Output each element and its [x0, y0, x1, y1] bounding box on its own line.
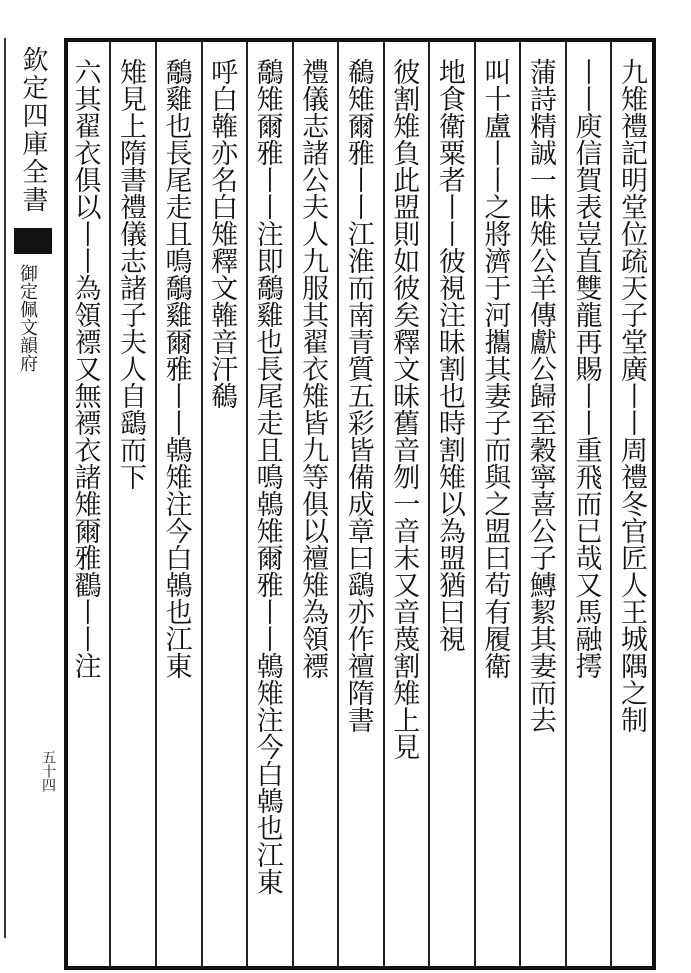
text-column: 鷮雉爾雅丨丨注即鷮雞也長尾走且鳴鵫雉爾雅丨丨鵫雉注今白鵫也江東: [246, 42, 292, 966]
text-column: 蒲詩精誠一昧雉公羊傳獻公歸至穀寧喜公子鱄絜其妻而去: [519, 42, 565, 966]
margin-column: [14, 46, 52, 372]
text-column: 丨丨庾信賀表豈直雙龍再賜丨丨重飛而已哉又馬融摴: [565, 42, 611, 966]
text-column: 鵗雉爾雅丨丨江淮而南青質五彩皆備成章曰鷂亦作䄠隋書: [337, 42, 383, 966]
text-column: 雉見上隋書禮儀志諸子夫人自鷂而下: [109, 42, 155, 966]
text-column: 地食衛粟者丨丨彼視注昧割也時割雉以為盟猶曰視: [428, 42, 474, 966]
text-column: 鷮雞也長尾走且鳴鷮雞爾雅丨丨鵫雉注今白鵫也江東: [155, 42, 201, 966]
text-columns: [64, 42, 656, 966]
text-column: 呼白雗亦名白雉釋文雗音汗鵗: [201, 42, 247, 966]
fishtail-mark-icon: [14, 228, 52, 254]
text-column: 九雉禮記明堂位疏天子堂廣丨丨周禮冬官匠人王城隅之制: [610, 42, 656, 966]
margin-title: 欽定四庫全書: [18, 46, 48, 214]
margin-subtitle: 御定佩文韻府: [17, 264, 38, 372]
text-column: 六其翟衣俱以丨丨為領褾又無褾衣諸雉爾雅鸐丨丨注: [69, 58, 101, 679]
text-column: 禮儀志諸公夫人九服其翟衣雉皆九等俱以䄠雉為領褾: [292, 42, 338, 966]
folio-number: 五十四: [40, 750, 56, 792]
text-column: 叫十盧丨丨之將濟于河攜其妻子而與之盟曰苟有履衛: [474, 42, 520, 966]
page-edge: [4, 38, 6, 938]
text-column: 彼割雉負此盟則如彼矣釋文昧舊音刎一音末又音蔑割雉上見: [383, 42, 429, 966]
